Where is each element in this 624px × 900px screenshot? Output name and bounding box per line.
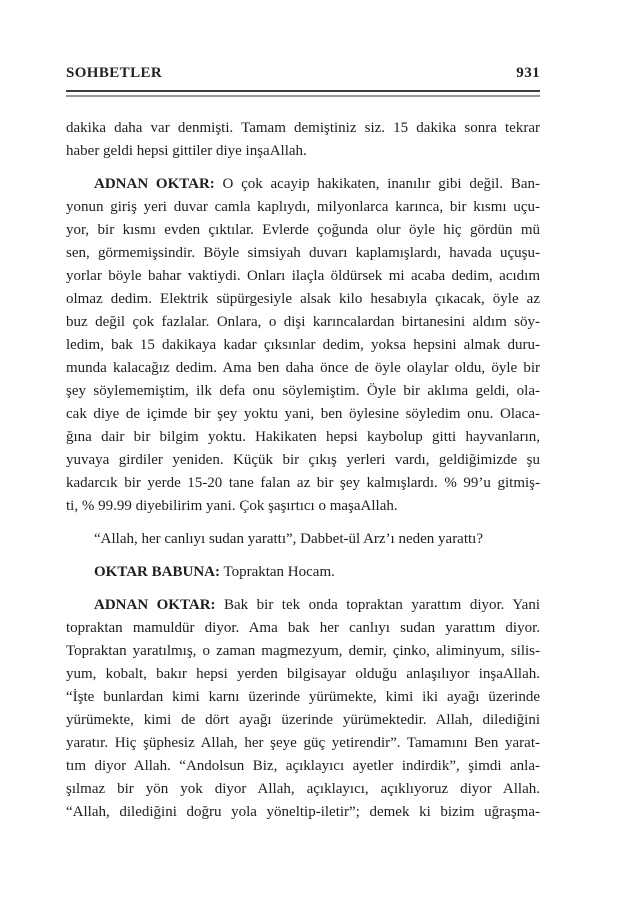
line-text: yürümekte, kimi de dört ayağı üzerinde yürümektedir. Allah, dilediğini — [66, 712, 540, 728]
line-text: Topraktan yaratılmış, o zaman magmezyum, demir, çinko, aliminyum, silis- — [66, 643, 540, 659]
line-text: yuvaya girdiler yeniden. Küçük bir çıkış yerleri vardı, geldiğimizde şu — [66, 452, 540, 468]
line-text: ledim, bak 15 dakikaya kadar çıksınlar dedim, yoksa hepsini almak duru- — [66, 337, 540, 353]
line-text: Bak bir tek onda topraktan yarattım diyor. Yani — [215, 597, 540, 613]
text-line — [66, 334, 540, 357]
line-text: yorlar böyle bahar vaktiydi. Onları ilaçla öldürsek mi acaba dedim, acıdım — [66, 268, 540, 284]
text-line — [66, 778, 540, 801]
page-number: 931 — [516, 65, 540, 81]
text-line — [66, 755, 540, 778]
text-line — [66, 380, 540, 403]
text-line — [66, 265, 540, 288]
text-line — [66, 472, 540, 495]
line-text: yaratır. Hiç şüphesiz Allah, her şeye güç yetirendir”. Tamamını Ben yarat- — [66, 735, 540, 751]
text-line — [66, 117, 540, 140]
text-line — [66, 686, 540, 709]
speaker-name: OKTAR BABUNA: — [94, 564, 220, 580]
text-line — [66, 709, 540, 732]
line-text: dakika daha var denmişti. Tamam demiştiniz siz. 15 dakika sonra tekrar — [66, 120, 540, 136]
paragraph — [66, 117, 540, 163]
line-text: cak diye de içimde bir şey yoktu yani, ben öylesine söyledim onu. Olaca- — [66, 406, 540, 422]
running-header — [66, 64, 540, 82]
text-line — [66, 242, 540, 265]
header-rule — [66, 90, 540, 97]
line-text: ti, % 99.99 diyebilirim yani. Çok şaşırtıcı o maşaAllah. — [66, 498, 398, 514]
line-text: Topraktan Hocam. — [219, 564, 335, 580]
line-text: O çok acayip hakikaten, inanılır gibi değil. Ban- — [214, 176, 540, 192]
text-line — [66, 663, 540, 686]
text-line — [66, 140, 540, 163]
paragraph — [66, 594, 540, 824]
text-area — [66, 64, 540, 824]
text-line — [66, 357, 540, 380]
text-line — [66, 311, 540, 334]
line-text: “Allah, dilediğini doğru yola yöneltip-iletir”; demek ki bizim uğraşma- — [66, 804, 540, 820]
line-text: yor, bir kısmı evden çıktılar. Evlerde çoğunda olur öyle hiç gördün mü — [66, 222, 540, 238]
line-text: “Allah, her canlıyı sudan yarattı”, Dabbet-ül Arz’ı neden yarattı? — [94, 531, 484, 547]
line-text: yum, kobalt, bakır hepsi yerden bilgisayar olduğu anlaşılıyor inşaAllah. — [66, 666, 540, 682]
text-line — [66, 288, 540, 311]
line-text: buz değil çok fazlalar. Onlara, o dişi karıncalardan birtanesini aldım söy- — [66, 314, 540, 330]
text-line — [66, 196, 540, 219]
line-text: topraktan mamuldür diyor. Ama bak her canlıyı sudan yarattım diyor. — [66, 620, 540, 636]
line-text: haber geldi hepsi gittiler diye inşaAllah. — [66, 143, 307, 159]
text-line — [66, 495, 540, 518]
text-line — [66, 561, 540, 584]
line-text: yonun giriş yeri duvar camla kaplıydı, milyonlarca karınca, bir kısmı uçu- — [66, 199, 540, 215]
header-title: SOHBETLER — [66, 65, 163, 81]
line-text: munda kalacağız dedim. Ama ben daha önce de öyle olaylar oldu, öyle bir — [66, 360, 540, 376]
text-line — [66, 732, 540, 755]
text-line — [66, 426, 540, 449]
text-line — [66, 528, 540, 551]
line-text: sen, görmemişsindir. Böyle simsiyah duvarı kaplamışlardı, havada uçuşu- — [66, 245, 540, 261]
line-text: ğına dair bir bilgim yoktu. Hakikaten hepsi kaybolup gitti hayvanların, — [66, 429, 540, 445]
text-block — [66, 117, 540, 824]
text-line — [66, 594, 540, 617]
paragraph — [66, 528, 540, 551]
paragraph — [66, 561, 540, 584]
text-line — [66, 403, 540, 426]
paragraph — [66, 173, 540, 518]
speaker-name: ADNAN OKTAR: — [94, 597, 216, 613]
text-line — [66, 173, 540, 196]
text-line — [66, 801, 540, 824]
line-text: olmaz dedim. Elektrik süpürgesiyle alsak kilo hesabıyla çıkacak, öyle az — [66, 291, 540, 307]
line-text: tım diyor Allah. “Andolsun Biz, açıklayıcı ayetler indirdik”, şimdi anla- — [66, 758, 540, 774]
line-text: şey söylememiştim, ilk defa onu söylemiştim. Öyle bir aklıma geldi, ola- — [66, 383, 540, 399]
text-line — [66, 219, 540, 242]
line-text: şılmaz bir yön yok diyor Allah, açıklayıcı, açıklıyoruz diyor Allah. — [66, 781, 540, 797]
text-line — [66, 617, 540, 640]
text-line — [66, 449, 540, 472]
line-text: kadarcık bir yerde 15-20 tane falan az bir şey kalmışlardı. % 99’u gitmiş- — [66, 475, 540, 491]
speaker-name: ADNAN OKTAR: — [94, 176, 215, 192]
line-text: “İşte bunlardan kimi karnı üzerinde yürümekte, kimi iki ayağı üzerinde — [66, 689, 540, 705]
text-line — [66, 640, 540, 663]
